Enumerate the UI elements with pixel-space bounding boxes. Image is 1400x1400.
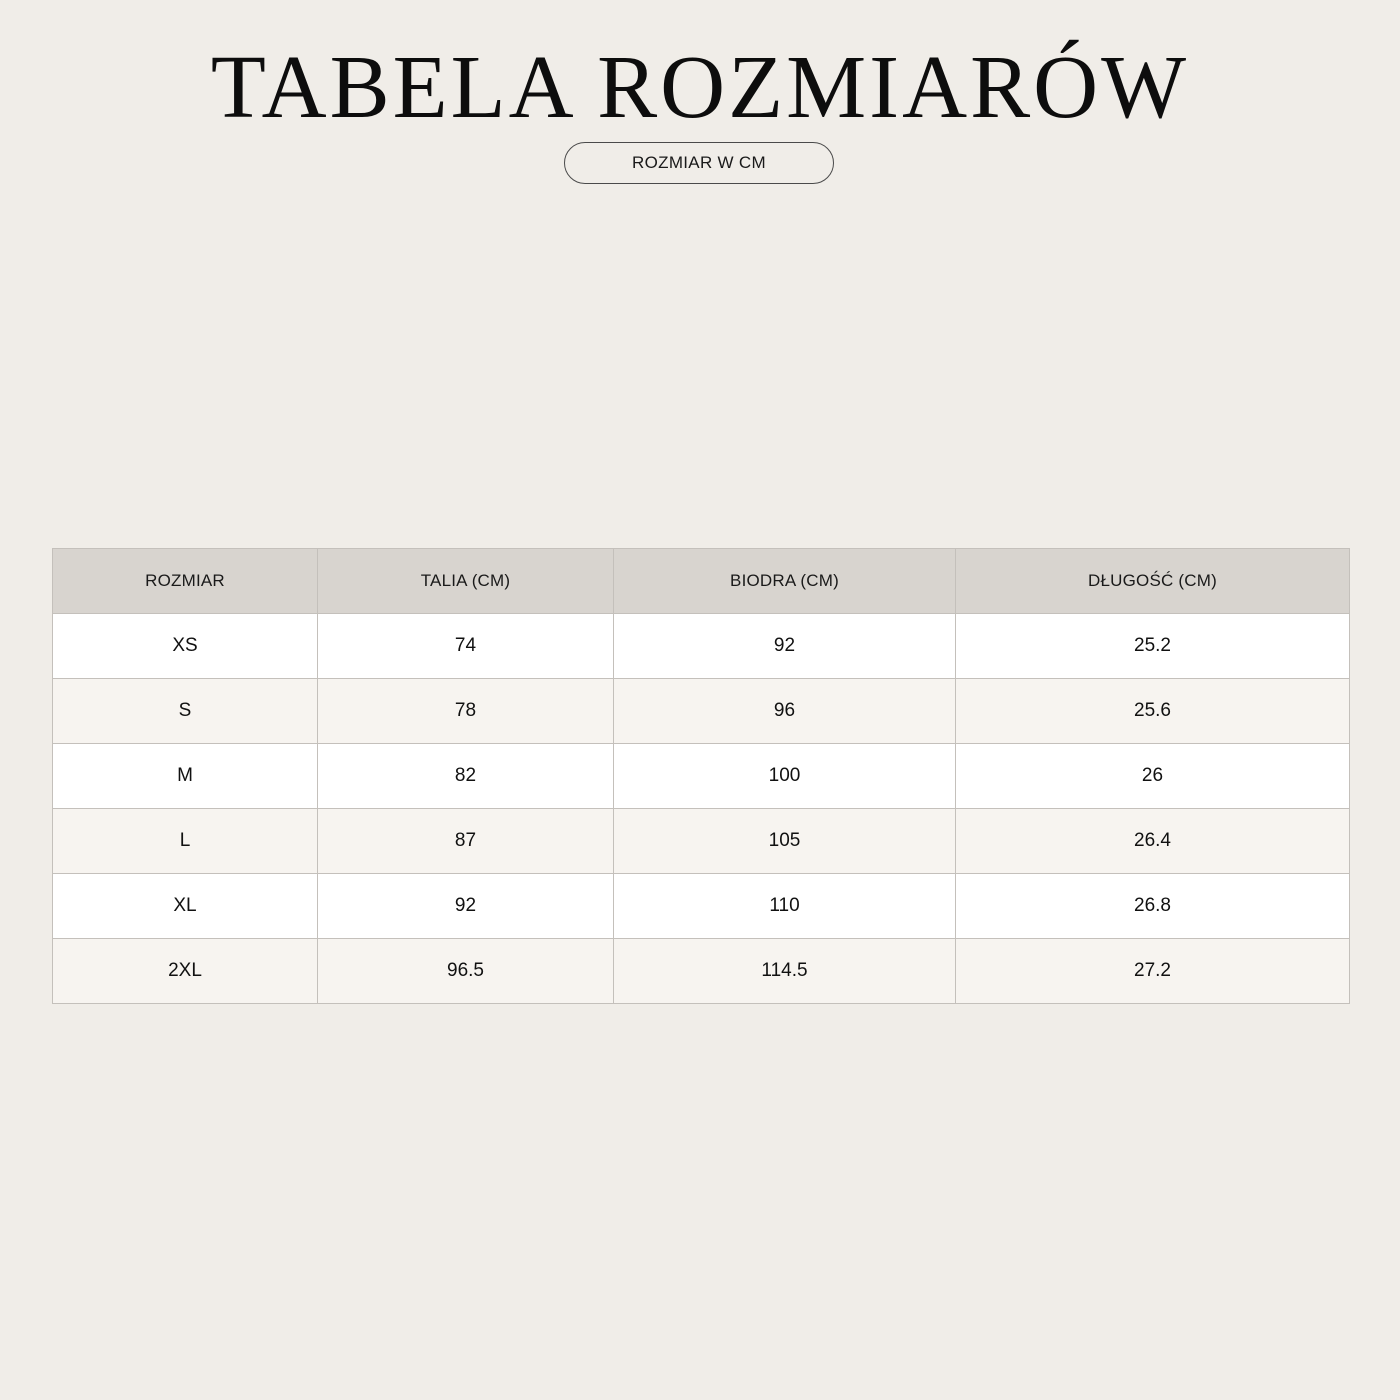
- table-row: [53, 874, 1350, 939]
- cell-waist: 74: [318, 614, 614, 679]
- cell-size: XS: [53, 614, 318, 679]
- cell-size: L: [53, 809, 318, 874]
- cell-waist: 96.5: [318, 939, 614, 1004]
- cell-size: XL: [53, 874, 318, 939]
- cell-hips: 110: [614, 874, 956, 939]
- table-row: [53, 614, 1350, 679]
- header-dlugosc: DŁUGOŚĆ (CM): [956, 549, 1350, 614]
- cell-size: M: [53, 744, 318, 809]
- header-rozmiar: ROZMIAR: [53, 549, 318, 614]
- cell-length: 25.2: [956, 614, 1350, 679]
- unit-badge-label: ROZMIAR W CM: [632, 153, 766, 172]
- table-row: [53, 679, 1350, 744]
- cell-length: 26.4: [956, 809, 1350, 874]
- cell-waist: 82: [318, 744, 614, 809]
- table-row: [53, 744, 1350, 809]
- cell-waist: 78: [318, 679, 614, 744]
- page-title: TABELA ROZMIARÓW: [210, 38, 1190, 137]
- cell-length: 26.8: [956, 874, 1350, 939]
- header-biodra: BIODRA (CM): [614, 549, 956, 614]
- table-row: [53, 939, 1350, 1004]
- size-chart-table: [52, 548, 1350, 1004]
- cell-size: S: [53, 679, 318, 744]
- cell-size: 2XL: [53, 939, 318, 1004]
- table-header-row: [53, 549, 1350, 614]
- cell-length: 25.6: [956, 679, 1350, 744]
- cell-hips: 100: [614, 744, 956, 809]
- cell-hips: 114.5: [614, 939, 956, 1004]
- cell-length: 26: [956, 744, 1350, 809]
- cell-hips: 96: [614, 679, 956, 744]
- header-talia: TALIA (CM): [318, 549, 614, 614]
- cell-hips: 105: [614, 809, 956, 874]
- cell-length: 27.2: [956, 939, 1350, 1004]
- cell-hips: 92: [614, 614, 956, 679]
- unit-badge: [564, 142, 834, 184]
- cell-waist: 87: [318, 809, 614, 874]
- cell-waist: 92: [318, 874, 614, 939]
- table-row: [53, 809, 1350, 874]
